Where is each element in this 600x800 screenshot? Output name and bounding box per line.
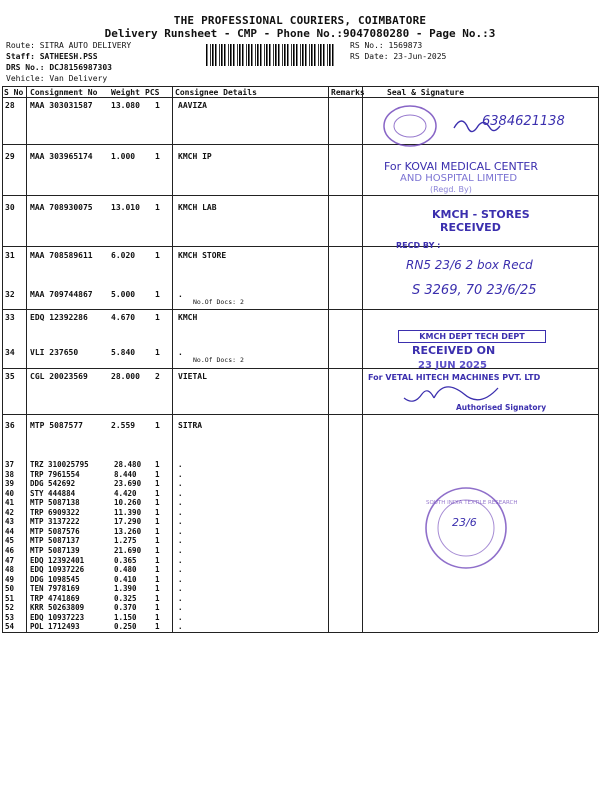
- row-weight: 5.000: [111, 290, 136, 299]
- row-consignee: .: [178, 612, 183, 622]
- row-sno: 51: [5, 593, 15, 603]
- rs-number: RS No.: 1569873: [350, 41, 423, 50]
- row-pcs: 1: [155, 526, 160, 536]
- row-weight: 2.559: [111, 421, 136, 430]
- row-sno: 34: [5, 348, 15, 357]
- row-weight: 1.390: [114, 584, 137, 594]
- row-sno: 32: [5, 290, 15, 299]
- row-consignee: .: [178, 517, 183, 527]
- row-sno: 43: [5, 517, 15, 527]
- row-consignment-no: EDQ 12392401: [30, 555, 85, 565]
- row-pcs: 1: [155, 421, 160, 430]
- row-consignment-no: DDG 542692: [30, 479, 76, 489]
- row-consignment-no: TEN 7978169: [30, 584, 80, 594]
- row-weight: 0.410: [114, 574, 137, 584]
- row-weight: 4.670: [111, 313, 136, 322]
- row-consignee: .: [178, 545, 183, 555]
- row-consignment-no: KRR 50263809: [30, 603, 85, 613]
- row-sno: 47: [5, 555, 15, 565]
- kovai-stamp-line2: AND HOSPITAL LIMITED: [400, 173, 518, 184]
- row-pcs: 1: [155, 488, 160, 498]
- row-pcs: 1: [155, 536, 160, 546]
- vehicle-info: Vehicle: Van Delivery: [6, 74, 108, 83]
- row-pcs: 1: [155, 593, 160, 603]
- row-sno: 42: [5, 507, 15, 517]
- row-weight: 13.260: [114, 526, 142, 536]
- col-sno: S No: [4, 88, 24, 97]
- rs-date: RS Date: 23-Jun-2025: [350, 52, 447, 61]
- row-sno: 31: [5, 251, 15, 260]
- row-consignee: .: [178, 536, 183, 546]
- dept-stamp-line1: KMCH DEPT TECH DEPT: [398, 330, 546, 343]
- row-consignee: SITRA: [178, 421, 203, 430]
- row-pcs: 1: [155, 101, 160, 110]
- dept-stamp-line2: RECEIVED ON: [412, 344, 496, 357]
- row-consignment-no: TRP 4741869: [30, 593, 80, 603]
- round-stamp-date: 23/6: [452, 516, 477, 529]
- row-pcs: 1: [155, 251, 160, 260]
- row-consignment-no: VLI 237650: [30, 348, 79, 357]
- row-consignee: .: [178, 574, 183, 584]
- row-sno: 52: [5, 603, 15, 613]
- row-consignee: KMCH IP: [178, 152, 212, 161]
- row-consignment-no: MTP 5087138: [30, 498, 80, 508]
- row-weight: 17.290: [114, 517, 142, 527]
- row-sno: 36: [5, 421, 15, 430]
- row-weight: 10.260: [114, 498, 142, 508]
- row-weight: 6.020: [111, 251, 136, 260]
- vietal-stamp: For VETAL HITECH MACHINES PVT. LTD: [368, 373, 541, 382]
- round-stamp-text: SOUTH INDIA TEXTILE RESEARCH: [426, 500, 518, 506]
- row-consignment-no: TRZ 310025795: [30, 460, 89, 469]
- row-consignment-no: MTP 3137222: [30, 517, 80, 527]
- row-weight: 11.390: [114, 507, 142, 517]
- row-consignee: .: [178, 469, 183, 479]
- row-consignee: .: [178, 555, 183, 565]
- row-sno: 39: [5, 479, 15, 489]
- phone-handwritten: 6384621138: [482, 114, 565, 129]
- row-consignment-no: MAA 708589611: [30, 251, 93, 260]
- row-sno: 49: [5, 574, 15, 584]
- row-consignee: AAVIZA: [178, 101, 207, 110]
- row-consignment-no: MTP 5087577: [30, 421, 83, 430]
- row-consignee: .: [178, 488, 183, 498]
- staff-info: Staff: SATHEESH.PSS: [6, 52, 98, 61]
- row-weight: 13.010: [111, 203, 140, 212]
- kovai-stamp-line1: For KOVAI MEDICAL CENTER: [384, 160, 539, 173]
- dept-stamp-date: 23 JUN 2025: [418, 360, 487, 371]
- document-title: THE PROFESSIONAL COURIERS, COIMBATORE: [173, 14, 427, 27]
- row-sno: 29: [5, 152, 15, 161]
- row-sno: 45: [5, 536, 15, 546]
- row-sno: 40: [5, 488, 15, 498]
- row-consignment-no: EDQ 10937223: [30, 612, 85, 622]
- row-pcs: 1: [155, 517, 160, 527]
- row-consignment-no: CGL 20023569: [30, 372, 88, 381]
- row-sno: 50: [5, 584, 15, 594]
- row-consignment-no: DDG 1098545: [30, 574, 80, 584]
- row-docs: No.Of Docs: 2: [193, 356, 244, 364]
- col-consignee: Consignee Details: [175, 88, 257, 97]
- row-sno: 33: [5, 313, 15, 322]
- row-weight: 5.840: [111, 348, 136, 357]
- row-sno: 46: [5, 545, 15, 555]
- row-sno: 41: [5, 498, 15, 508]
- row-pcs: 1: [155, 348, 160, 357]
- row-sno: 44: [5, 526, 15, 536]
- row-weight: 28.000: [111, 372, 140, 381]
- row-consignment-no: POL 1712493: [30, 622, 80, 632]
- row-consignment-no: MAA 303965174: [30, 152, 93, 161]
- row-consignee: KMCH: [178, 313, 198, 322]
- row-pcs: 1: [155, 460, 160, 469]
- row-weight: 13.080: [111, 101, 140, 110]
- row-pcs: 1: [155, 507, 160, 517]
- row-consignment-no: EDQ 10937226: [30, 565, 85, 575]
- row-sno: 30: [5, 203, 15, 212]
- row-pcs: 2: [155, 372, 160, 381]
- row-pcs: 1: [155, 290, 160, 299]
- row-pcs: 1: [155, 603, 160, 613]
- stores-stamp-line1: KMCH - STORES: [432, 208, 530, 221]
- row-consignment-no: MAA 303031587: [30, 101, 93, 110]
- row-consignee: KMCH LAB: [178, 203, 217, 212]
- row-consignee: .: [178, 460, 183, 469]
- barcode-image: [206, 44, 336, 66]
- row-consignment-no: MAA 708930075: [30, 203, 93, 212]
- row-consignee: .: [178, 290, 183, 299]
- row-consignee: VIETAL: [178, 372, 207, 381]
- col-remarks: Remarks: [331, 88, 365, 97]
- row-weight: 0.370: [114, 603, 137, 613]
- row-consignee: .: [178, 526, 183, 536]
- col-seal: Seal & Signature: [387, 88, 465, 97]
- row-sno: 37: [5, 460, 15, 469]
- row-pcs: 1: [155, 203, 160, 212]
- row-pcs: 1: [155, 565, 160, 575]
- row-consignment-no: MAA 709744867: [30, 290, 93, 299]
- row-consignment-no: MTP 5087139: [30, 545, 80, 555]
- row-sno: 28: [5, 101, 15, 110]
- row-weight: 1.000: [111, 152, 136, 161]
- document-subtitle: Delivery Runsheet - CMP - Phone No.:9047080280 - Page No.:3: [104, 27, 496, 40]
- row-weight: 21.690: [114, 545, 142, 555]
- row-docs: No.Of Docs: 2: [193, 298, 244, 306]
- row-consignee: .: [178, 498, 183, 508]
- row-pcs: 1: [155, 612, 160, 622]
- row-weight: 0.480: [114, 565, 137, 575]
- purple-seal-icon: [384, 106, 436, 146]
- row-pcs: 1: [155, 469, 160, 479]
- row-consignee: .: [178, 593, 183, 603]
- col-weight: Weight: [111, 88, 140, 97]
- row-consignee: .: [178, 348, 183, 357]
- row-consignee: .: [178, 584, 183, 594]
- row-pcs: 1: [155, 479, 160, 489]
- row-sno: 48: [5, 565, 15, 575]
- handwritten-note-1: RN5 23/6 2 box Recd: [406, 258, 533, 272]
- row-weight: 8.440: [114, 469, 137, 479]
- received-by-label: RECD BY :: [396, 241, 441, 250]
- row-weight: 4.420: [114, 488, 137, 498]
- row-sno: 53: [5, 612, 15, 622]
- row-sno: 38: [5, 469, 15, 479]
- stores-stamp-line2: RECEIVED: [440, 221, 501, 234]
- row-pcs: 1: [155, 574, 160, 584]
- row-consignee: .: [178, 603, 183, 613]
- col-pcs: PCS: [145, 88, 160, 97]
- row-pcs: 1: [155, 622, 160, 632]
- row-consignee: .: [178, 622, 183, 632]
- row-consignment-no: TRP 7961554: [30, 469, 80, 479]
- row-consignee: .: [178, 565, 183, 575]
- drs-info: DRS No.: DCJ8156987303: [6, 63, 112, 72]
- row-pcs: 1: [155, 545, 160, 555]
- row-consignment-no: STY 444884: [30, 488, 76, 498]
- kovai-stamp-line3: (Regd. By): [430, 185, 472, 194]
- row-consignee: .: [178, 479, 183, 489]
- row-pcs: 1: [155, 313, 160, 322]
- row-consignee: .: [178, 507, 183, 517]
- row-weight: 0.365: [114, 555, 137, 565]
- row-weight: 23.690: [114, 479, 142, 489]
- row-weight: 0.250: [114, 622, 137, 632]
- row-pcs: 1: [155, 555, 160, 565]
- signature-35-icon: [434, 387, 498, 400]
- row-consignment-no: MTP 5087137: [30, 536, 80, 546]
- row-pcs: 1: [155, 584, 160, 594]
- row-consignment-no: TRP 6909322: [30, 507, 80, 517]
- row-weight: 1.275: [114, 536, 137, 546]
- col-consignment: Consignment No: [30, 88, 98, 97]
- row-sno: 54: [5, 622, 15, 632]
- row-weight: 0.325: [114, 593, 137, 603]
- row-weight: 1.150: [114, 612, 137, 622]
- row-sno: 35: [5, 372, 15, 381]
- authorised-signatory: Authorised Signatory: [456, 403, 547, 412]
- row-pcs: 1: [155, 498, 160, 508]
- handwritten-note-2: S 3269, 70 23/6/25: [412, 283, 537, 298]
- row-consignment-no: EDQ 12392286: [30, 313, 88, 322]
- row-consignment-no: MTP 5087576: [30, 526, 80, 536]
- row-pcs: 1: [155, 152, 160, 161]
- row-consignee: KMCH STORE: [178, 251, 227, 260]
- route-info: Route: SITRA AUTO DELIVERY: [6, 41, 132, 50]
- row-weight: 28.480: [114, 460, 142, 469]
